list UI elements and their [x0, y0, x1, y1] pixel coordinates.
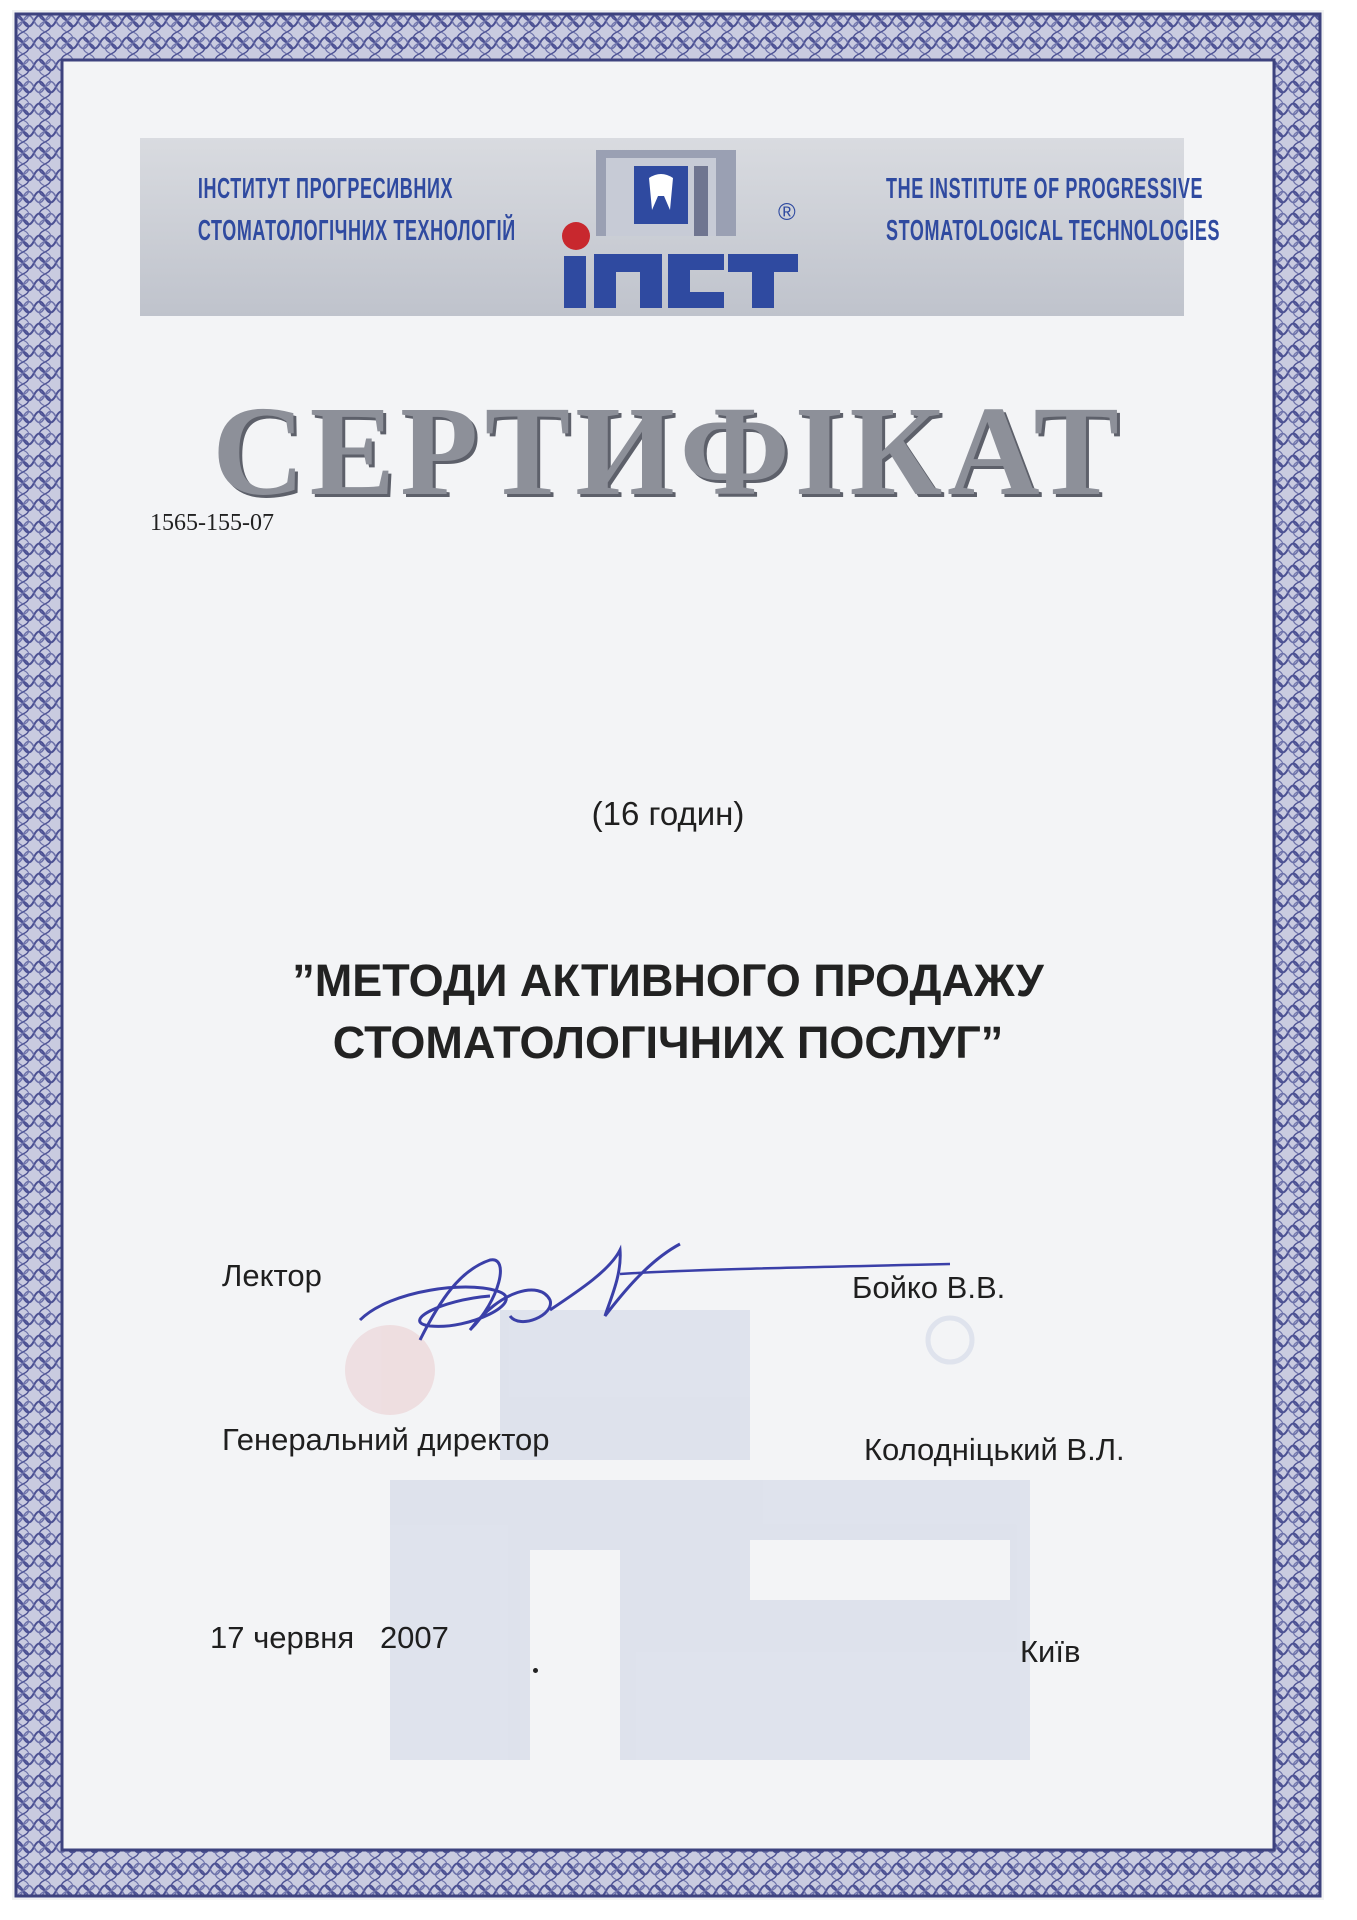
watermark-logo [330, 1290, 1090, 1770]
registered-mark: ® [778, 199, 796, 226]
lecturer-label: Лектор [222, 1258, 322, 1293]
header-banner [140, 138, 1221, 316]
institute-name-ua [197, 168, 516, 252]
certificate-number: 1565-155-07 [150, 510, 274, 536]
course-hours: (16 годин) [591, 795, 745, 832]
course-title [0, 950, 1336, 1074]
ipst-logo [516, 144, 816, 312]
institute-name-en-line2: STOMATOLOGICAL TECHNOLOGIES [886, 215, 1221, 247]
institute-name-en [886, 168, 1221, 252]
institute-name-ua-line2: СТОМАТОЛОГІЧНИХ ТЕХНОЛОГІЙ [197, 215, 516, 247]
institute-name-ua-line1: ІНСТИТУТ ПРОГРЕСИВНИХ [197, 173, 454, 205]
course-title-line1: ”МЕТОДИ АКТИВНОГО ПРОДАЖУ [292, 955, 1044, 1006]
lecturer-name: Бойко В.В. [852, 1270, 1006, 1305]
director-label: Генеральний директор [222, 1422, 550, 1457]
issue-city: Київ [1020, 1634, 1081, 1669]
issue-date: 17 червня 2007 [210, 1620, 449, 1655]
lecturer-signature [350, 1230, 970, 1360]
institute-name-en-line1: THE INSTITUTE OF PROGRESSIVE [886, 173, 1204, 205]
course-title-line2: СТОМАТОЛОГІЧНИХ ПОСЛУГ” [332, 1017, 1004, 1068]
certificate-title: СЕРТИФІКАТ [212, 380, 1124, 522]
paper-speck [533, 1668, 538, 1673]
director-name: Колодніцький В.Л. [864, 1432, 1125, 1467]
